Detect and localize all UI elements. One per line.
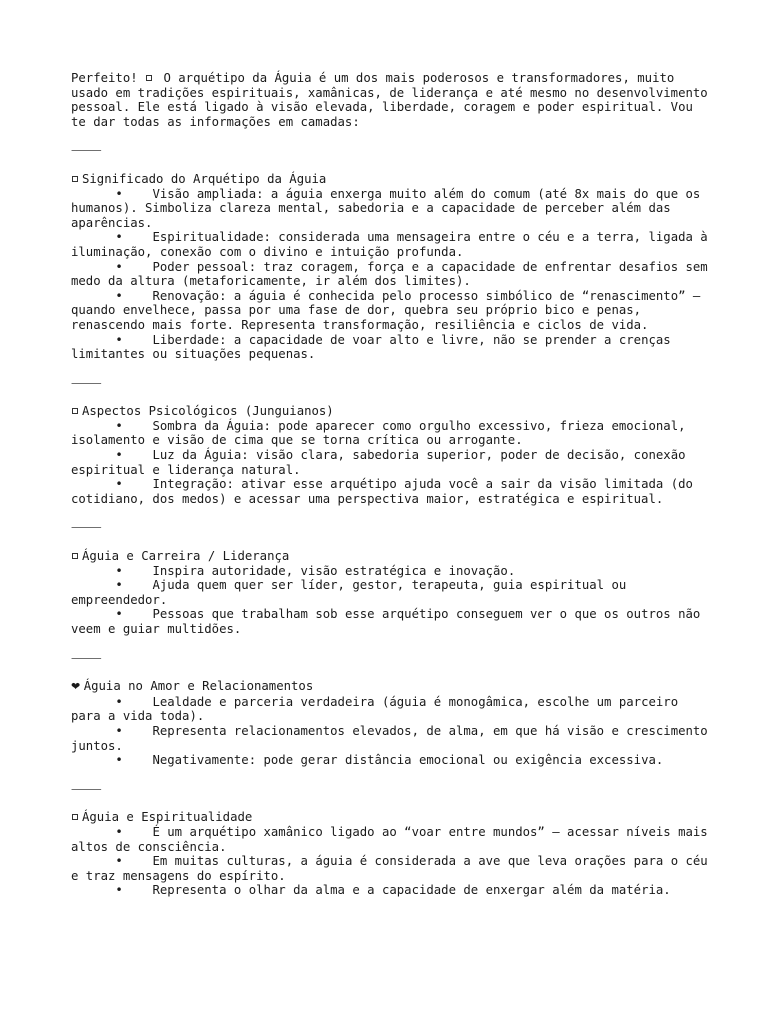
- section-heading: [71, 172, 711, 187]
- bullet-icon: •: [71, 694, 153, 709]
- bullet-text: Renovação: a águia é conhecida pelo processo simbólico de “renascimento” — quando envelhece, passa por uma fase de dor, quebra seu próprio bico e penas, renascendo mais forte. Representa transformação, resiliência e ciclos de vida.: [71, 288, 708, 332]
- bullet-text: Em muitas culturas, a águia é considerada a ave que leva orações para o céu e traz mensagens do espírito.: [71, 854, 716, 883]
- bullet-icon: •: [71, 854, 153, 869]
- intro-lead: Perfeito!: [71, 71, 146, 85]
- square-icon: [72, 814, 78, 820]
- bullet-icon: •: [71, 259, 153, 274]
- bullet-item: [71, 289, 711, 333]
- bullet-text: Ajuda quem quer ser líder, gestor, terapeuta, guia espiritual ou empreendedor.: [71, 578, 634, 607]
- bullet-text: Pessoas que trabalham sob esse arquétipo conseguem ver o que os outros não veem e guiar multidões.: [71, 607, 708, 636]
- bullet-item: [71, 333, 711, 362]
- section-heading: [71, 810, 711, 825]
- document-page: [71, 71, 716, 898]
- bullet-icon: •: [71, 477, 153, 492]
- bullet-text: Visão ampliada: a águia enxerga muito além do comum (até 8x mais do que os humanos). Simboliza clareza mental, sabedoria e a capacidade de perceber além das aparências.: [71, 186, 708, 230]
- bullet-text: Luz da Águia: visão clara, sabedoria superior, poder de decisão, conexão espiritual e liderança natural.: [71, 448, 693, 477]
- bullet-item: [71, 753, 711, 768]
- bullet-icon: •: [71, 288, 153, 303]
- section-separator: ⸻: [71, 143, 102, 158]
- section-separator: ⸻: [71, 781, 102, 796]
- bullet-icon: •: [71, 448, 153, 463]
- square-icon: [146, 75, 152, 81]
- section-heading-text: Águia e Espiritualidade: [82, 810, 253, 825]
- bullet-icon: •: [71, 418, 153, 433]
- bullet-icon: •: [71, 578, 153, 593]
- bullet-text: Representa relacionamentos elevados, de alma, em que há visão e crescimento juntos.: [71, 723, 716, 753]
- section-heading: [71, 404, 711, 419]
- bullet-text: Representa o olhar da alma e a capacidade de enxergar além da matéria.: [152, 883, 671, 898]
- section-heading: [71, 679, 711, 695]
- bullet-item: [71, 230, 716, 259]
- bullet-item: [71, 824, 716, 854]
- bullet-text: Integração: ativar esse arquétipo ajuda você a sair da visão limitada (do cotidiano, dos medos) e acessar uma perspectiva maior, estratégica e espiritual.: [71, 477, 701, 506]
- bullet-icon: •: [71, 563, 153, 578]
- square-icon: [72, 408, 78, 414]
- bullet-icon: •: [71, 723, 153, 738]
- bullet-text: Poder pessoal: traz coragem, força e a capacidade de enfrentar desafios sem medo da altura (metaforicamente, ir além dos limites).: [71, 259, 716, 289]
- section-heading-text: Significado do Arquétipo da Águia: [82, 171, 327, 186]
- bullet-text: Sombra da Águia: pode aparecer como orgulho excessivo, frieza emocional, isolamento e visão de cima que se torna crítica ou arrogante.: [71, 418, 693, 448]
- bullet-text: Espiritualidade: considerada uma mensageira entre o céu e a terra, ligada à iluminação, conexão com o divino e intuição profunda.: [71, 230, 716, 259]
- section-heading-text: Águia no Amor e Relacionamentos: [83, 679, 314, 694]
- section-separator: ⸻: [71, 650, 102, 665]
- section-heading-text: Águia e Carreira / Liderança: [82, 549, 290, 564]
- bullet-text: Negativamente: pode gerar distância emocional ou exigência excessiva.: [152, 753, 664, 768]
- bullet-text: É um arquétipo xamânico ligado ao “voar entre mundos” — acessar níveis mais altos de consciência.: [71, 824, 716, 854]
- square-icon: [72, 553, 78, 559]
- bullet-icon: •: [71, 230, 153, 245]
- bullet-item: [71, 448, 711, 477]
- heart-icon: ❤: [71, 680, 84, 694]
- section-separator: ⸻: [71, 375, 102, 390]
- bullet-item: [71, 695, 711, 724]
- bullet-item: [71, 607, 711, 636]
- bullet-item: [71, 854, 716, 883]
- bullet-item: [71, 883, 711, 898]
- bullet-icon: •: [71, 607, 153, 622]
- bullet-text: Inspira autoridade, visão estratégica e inovação.: [152, 563, 516, 578]
- bullet-icon: •: [71, 186, 153, 201]
- bullet-icon: •: [71, 824, 153, 839]
- intro-paragraph: [71, 71, 716, 129]
- section-heading-text: Aspectos Psicológicos (Junguianos): [82, 404, 334, 419]
- bullet-item: [71, 578, 711, 607]
- bullet-item: [71, 564, 711, 579]
- bullet-item: [71, 477, 711, 506]
- bullet-icon: •: [71, 332, 153, 347]
- bullet-item: [71, 723, 716, 753]
- bullet-item: [71, 187, 711, 231]
- bullet-text: Liberdade: a capacidade de voar alto e livre, não se prender a crenças limitantes ou situações pequenas.: [71, 332, 679, 362]
- intro-text: O arquétipo da Águia é um dos mais poderosos e transformadores, muito usado em tradições espirituais, xamânicas, de liderança e até mesmo no desenvolvimento pessoal. Ele está ligado à visão elevada, liberdade, coragem e poder espiritual. Vou te dar todas as informações em camadas:: [71, 71, 716, 129]
- bullet-item: [71, 259, 716, 289]
- bullet-icon: •: [71, 753, 153, 768]
- bullet-item: [71, 419, 711, 448]
- section-heading: [71, 549, 711, 564]
- bullet-text: Lealdade e parceria verdadeira (águia é monogâmica, escolhe um parceiro para a vida toda).: [71, 694, 686, 724]
- bullet-icon: •: [71, 883, 153, 898]
- square-icon: [72, 176, 78, 182]
- section-separator: ⸻: [71, 520, 102, 535]
